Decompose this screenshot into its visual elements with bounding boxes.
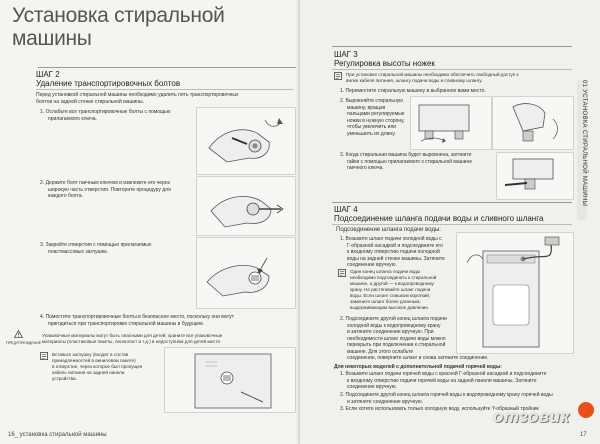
step2-title: Удаление транспортировочных болтов (36, 79, 181, 88)
step3-item-2: 2. Выровняйте стиральную машину, вращая пальцами регулируемые ножки в нужную сторону, чтобы увеличить или уменьшить их длину. (340, 98, 405, 137)
step3-item-1: 1. Переместите стиральную машину в выбранное вами место. (340, 88, 486, 94)
warning-icon (14, 330, 23, 338)
divider (38, 67, 296, 68)
note-icon (334, 72, 343, 80)
illustration-loosen-bolts (196, 107, 296, 175)
step2-item-1: 1. Ослабьте все транспортировочные болты с помощью прилагаемого ключа. (40, 109, 171, 122)
watermark-text: отзовик (493, 407, 570, 426)
page-footer-left: 16_ установка стиральной машины (8, 432, 107, 438)
section-side-tab: 01 УСТАНОВКА СТИРАЛЬНОЙ МАШИНЫ (577, 80, 587, 220)
step4-item-2-cont: соединение, поверните шланг и снова затяните соединение. (347, 355, 489, 361)
step3-item-3: 3. Когда стиральная машина будет выровнена, затяните гайки с помощью прилагаемого к стиральной машине гаечного ключа. (340, 152, 472, 171)
warning-text: Упаковочные материалы могут быть опасными для детей; храните все упаковочные материалы (пластиковые пакеты, пенопласт и т.д.) в недоступном для детей месте. (42, 333, 223, 344)
washer-back-hose-icon (457, 233, 573, 353)
note-text: Вставьте заглушку (входит в состав принадлежностей в виниловом пакете) в отверстие, через которое был пропущен кабель питания на задней панели устройства. (52, 352, 143, 381)
warning-label: ПРЕДУПРЕЖДЕНИЕ (6, 341, 42, 345)
hot-item-1: 1. Возьмите шланг подачи горячей воды с красной Г-образной насадкой и подсоедините к входному отверстию подачи горячей воды на задней панели машины. Затяните соединение вручную. (340, 371, 547, 390)
step4-item-1: 1. Возьмите шланг подачи холодной воды с Г-образной насадкой и подсоедините его к входному отверстию подачи холодной воды на задней стенке машины. Затяните соединение вручную. (340, 236, 445, 268)
hot-item-2: 2. Подсоедините другой конец шланга горячей воды к водопроводному крану горячей воды и затяните соединение вручную. (340, 392, 553, 405)
cap-insert-icon (197, 238, 295, 308)
illustration-insert-caps (196, 237, 296, 309)
illustration-remove-bolts (196, 176, 296, 236)
intro-text: Перед установкой стиральной машины необходимо удалить пять транспортировочных болтов на задней стенке стиральной машины. (36, 92, 239, 105)
divider (332, 224, 572, 225)
illustration-water-hose (456, 232, 574, 354)
step3-label: ШАГ 3 (334, 50, 358, 59)
step2-item-3: 3. Закройте отверстия с помощью прилагаемых пластмассовых заглушек. (40, 242, 152, 255)
page-title: Установка стиральной машины (12, 4, 225, 50)
step4-label: ШАГ 4 (334, 205, 358, 214)
foot-level-icon (493, 97, 573, 149)
divider (332, 46, 572, 47)
step3-title: Регулировка высоты ножек (334, 59, 435, 68)
hot-water-heading: Для некоторых моделей с дополнительной подачей горячей воды: (334, 364, 502, 370)
bolt-removal-icon (197, 177, 295, 235)
back-panel-icon (165, 348, 295, 412)
divider (332, 202, 572, 203)
illustration-level-feet (492, 96, 574, 150)
step4-subtitle: Подсоединение шланга подачи воды: (336, 227, 441, 233)
step4-note: Один конец шланга подачи воды необходимо подсоединить к стиральной машине, а другой — к водопроводному крану. Не растягивайте шланг подачи воды. Если шланг слишком короткий, замените шланг более длинным, выдерживающим высокое давление. (350, 269, 437, 310)
illustration-tighten-nuts (496, 152, 574, 200)
step4-item-2: 2. Подсоедините другой конец шланга подачи холодной воды к водопроводному крану и затяните соединение вручную. При необходимости шланг подачи воды можно перекрыть при подключении к стиральной машине. Для этого ослабьте (340, 316, 447, 355)
illustration-back-panel-cap (164, 347, 296, 413)
step2-item-2: 2. Держите болт гаечным ключом и извлеките его через широкую часть отверстия. Повторите процедуру для каждого болта. (40, 180, 171, 199)
note-icon (338, 269, 347, 277)
note-icon (40, 352, 49, 360)
illustration-adjust-feet (410, 96, 492, 150)
nut-tighten-icon (497, 153, 573, 199)
step2-label: ШАГ 2 (36, 70, 60, 79)
step2-item-4: 4. Поместите транспортировочные болты в безопасное место, поскольку они могут пригодиться при транспортировке стиральной машины в будущем. (40, 314, 235, 327)
divider (332, 69, 572, 70)
hot-item-3: 3. Если хотите использовать только холодную воду, используйте Y-образный тройник (340, 406, 539, 412)
hand-wrench-icon (197, 108, 295, 174)
divider (36, 89, 294, 90)
step3-note: При установке стиральной машины необходимо обеспечить свободный доступ к вилке кабеля питания, шлангу подачи воды и сливному шлангу. (346, 72, 519, 83)
step4-title: Подсоединение шланга подачи воды и сливного шланга (334, 214, 544, 223)
watermark-logo-icon (578, 402, 594, 418)
right-page (300, 0, 600, 444)
page-footer-right: 17 (580, 432, 587, 438)
foot-adjust-icon (411, 97, 491, 149)
